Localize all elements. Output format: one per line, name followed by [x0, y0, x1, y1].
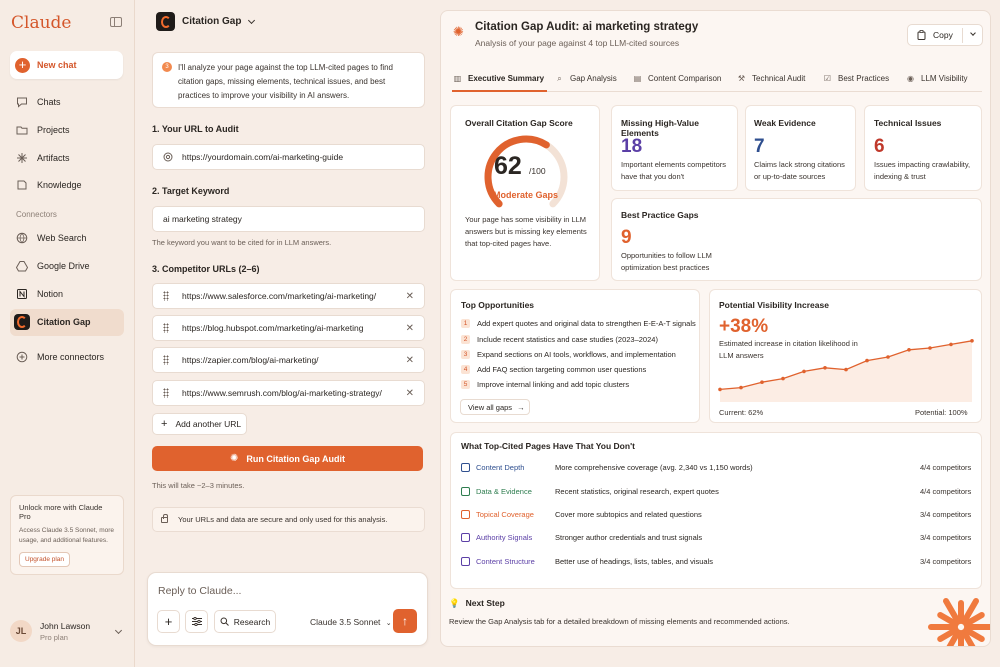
metric-desc: Claims lack strong citations or up-to-date sources: [754, 160, 845, 181]
tab-label: Best Practices: [838, 74, 890, 83]
research-button[interactable]: [214, 610, 276, 633]
chat-icon: [16, 96, 28, 108]
potential-value: Potential: 100%: [915, 408, 968, 417]
table-row: [451, 456, 991, 479]
opportunity-item: [461, 380, 629, 389]
report-subtitle: Analysis of your page against 4 top LLM-cited sources: [475, 38, 680, 48]
opportunity-text: Add FAQ section targeting common user questions: [477, 365, 647, 374]
sidebar-item-google-drive[interactable]: [16, 260, 90, 272]
plus-icon: +: [164, 614, 173, 629]
url-value: https://yourdomain.com/ai-marketing-guide: [182, 152, 344, 162]
feature-desc: Stronger author credentials and trust signals: [555, 533, 703, 542]
tab-technical-audit[interactable]: [737, 74, 805, 83]
sidebar-item-citation-gap[interactable]: [14, 314, 91, 330]
trend-point: [760, 380, 764, 384]
metric-card-technical-issues: [864, 105, 982, 191]
trend-point: [970, 339, 974, 343]
checkbox-icon: ☑: [823, 74, 832, 83]
bar-chart-icon: ▥: [453, 74, 462, 83]
opportunity-number: 5: [461, 380, 470, 389]
security-notice: [152, 507, 425, 532]
chevron-down-icon[interactable]: [970, 30, 976, 36]
step-badge: 3: [162, 62, 172, 72]
eye-icon: ◉: [907, 74, 914, 83]
feature-count: 3/4 competitors: [920, 557, 972, 566]
url-label: 1. Your URL to Audit: [152, 124, 239, 134]
claude-logo[interactable]: Claude: [11, 13, 72, 33]
lightbulb-icon: 💡: [449, 598, 460, 608]
tab-label: Content Comparison: [648, 74, 722, 83]
sidebar-toggle-icon[interactable]: [110, 17, 122, 27]
sidebar-item-more-connectors[interactable]: [16, 351, 104, 363]
score-max: /100: [529, 166, 546, 176]
feature-count: 3/4 competitors: [920, 510, 972, 519]
metric-card-missing-elements: [611, 105, 738, 191]
run-audit-label: Run Citation Gap Audit: [246, 453, 346, 464]
remove-icon[interactable]: ✕: [405, 354, 414, 366]
grid-icon: [461, 557, 470, 566]
user-plan: Pro plan: [40, 632, 68, 642]
competitor-url-row[interactable]: [152, 315, 425, 341]
sparkle-icon: ✺: [229, 453, 239, 464]
active-tab-indicator: [452, 90, 547, 92]
sidebar-item-label: Projects: [37, 125, 70, 135]
new-chat-button[interactable]: [10, 51, 123, 79]
run-hint: This will take ~2–3 minutes.: [152, 481, 245, 490]
metric-value: 18: [621, 136, 643, 157]
score-value: 62: [494, 152, 522, 180]
score-gauge: [451, 130, 601, 220]
claude-sparkle-logo-icon: [925, 591, 991, 647]
document-icon: [461, 463, 470, 472]
database-icon: [461, 487, 470, 496]
add-url-button[interactable]: [152, 413, 247, 435]
user-name: John Lawson: [40, 620, 91, 631]
opportunity-number: 4: [461, 365, 470, 374]
feature-label: Content Depth: [476, 463, 525, 472]
audit-form-panel: [135, 0, 438, 667]
arrow-up-icon: ↑: [402, 614, 408, 628]
metric-title: Technical Issues: [874, 118, 942, 128]
score-desc: Your page has some visibility in LLM answers but is missing key elements that top-cited pages have.: [465, 215, 587, 248]
tab-executive-summary[interactable]: [453, 74, 544, 83]
competitor-url-row[interactable]: [152, 380, 425, 406]
keyword-value: ai marketing strategy: [163, 214, 242, 224]
remove-icon[interactable]: ✕: [405, 290, 414, 302]
opportunity-number: 1: [461, 319, 470, 328]
feature-name: [461, 510, 534, 519]
remove-icon[interactable]: ✕: [405, 322, 414, 334]
new-chat-label: New chat: [37, 60, 77, 70]
upgrade-button[interactable]: Upgrade plan: [19, 552, 70, 567]
tab-gap-analysis[interactable]: [555, 74, 617, 83]
keyword-input[interactable]: [152, 206, 425, 232]
score-title: Overall Citation Gap Score: [465, 118, 573, 128]
metric-card-best-practice-gaps: [611, 198, 982, 281]
sidebar-item-projects[interactable]: [16, 124, 70, 136]
sidebar-item-label: Citation Gap: [37, 317, 91, 327]
reply-input[interactable]: Reply to Claude...: [158, 585, 242, 597]
trend-point: [823, 366, 827, 370]
plus-circle-icon: [16, 351, 28, 363]
intro-text: I'll analyze your page against the top LLM-cited pages to find citation gaps, missing elements, technical issues, and best practices to improve your visibility in AI answers.: [178, 63, 393, 100]
competitor-url: https://blog.hubspot.com/marketing/ai-marketing: [182, 323, 364, 333]
sparkle-icon: ✺: [453, 24, 464, 39]
competitor-url-row[interactable]: [152, 283, 425, 309]
tab-label: Executive Summary: [468, 74, 545, 83]
lock-icon: [161, 517, 168, 523]
sidebar-item-label: Google Drive: [37, 261, 90, 271]
citation-gap-score-card: [450, 105, 600, 281]
globe-icon: [16, 232, 28, 244]
trend-point: [844, 368, 848, 372]
opportunity-text: Improve internal linking and add topic clusters: [477, 380, 630, 389]
upgrade-title: Unlock more with Claude Pro: [19, 503, 103, 521]
trend-point: [718, 388, 722, 392]
trend-point: [949, 343, 953, 347]
clipboard-icon: [917, 30, 926, 40]
target-icon: [461, 510, 470, 519]
drag-handle-icon[interactable]: [163, 388, 169, 398]
artifact-icon: [16, 152, 28, 164]
feature-desc: Cover more subtopics and related questions: [555, 510, 702, 519]
sidebar-item-notion[interactable]: [16, 288, 63, 300]
view-all-gaps-label: View all gaps: [468, 402, 513, 412]
drag-handle-icon[interactable]: [163, 355, 169, 365]
user-icon: [461, 533, 470, 542]
citation-gap-logo-icon: [156, 12, 175, 31]
opportunity-item: [461, 365, 646, 374]
table-row: [451, 503, 991, 526]
view-all-gaps-button[interactable]: [460, 399, 530, 415]
opportunities-title: Top Opportunities: [461, 300, 535, 310]
opportunity-number: 3: [461, 350, 470, 359]
tab-content-comparison[interactable]: [633, 74, 721, 83]
metric-title: Weak Evidence: [754, 118, 816, 128]
sidebar-item-artifacts[interactable]: [16, 152, 70, 164]
research-label: Research: [233, 616, 271, 627]
visibility-trend-chart: [710, 290, 983, 424]
metric-desc: Issues impacting crawlability, indexing & trust: [874, 160, 971, 181]
metric-title: Missing High-Value Elements: [621, 118, 699, 138]
sidebar-item-label: Notion: [37, 289, 64, 299]
next-step-heading: [449, 598, 505, 609]
feature-name: [461, 487, 532, 496]
opportunity-number: 2: [461, 335, 470, 344]
feature-desc: Better use of headings, lists, tables, and visuals: [555, 557, 714, 566]
tab-label: Gap Analysis: [570, 74, 617, 83]
trend-point: [928, 346, 932, 350]
next-step-title: Next Step: [465, 598, 505, 608]
next-step-desc: Review the Gap Analysis tab for a detailed breakdown of missing elements and recommended actions.: [449, 617, 790, 626]
assistant-intro-message: [152, 52, 425, 108]
sidebar-item-label: Artifacts: [37, 153, 70, 163]
opportunity-item: [461, 350, 676, 359]
feature-desc: Recent statistics, original research, expert quotes: [555, 487, 719, 496]
metric-title: Best Practice Gaps: [621, 210, 699, 220]
sidebar-item-knowledge[interactable]: [16, 179, 82, 191]
tab-label: LLM Visibility: [921, 74, 968, 83]
tab-llm-visibility[interactable]: [906, 74, 968, 83]
competitor-url-row[interactable]: [152, 347, 425, 373]
feature-desc: More comprehensive coverage (avg. 2,340 vs 1,150 words): [555, 463, 753, 472]
opportunity-text: Expand sections on AI tools, workflows, and implementation: [477, 350, 676, 359]
audit-report-panel: [440, 10, 991, 647]
metric-desc: Important elements competitors have that you don't: [621, 160, 727, 181]
attach-button[interactable]: [157, 610, 180, 633]
arrow-right-icon: →: [517, 402, 525, 412]
citation-gap-logo-icon: [14, 314, 30, 330]
send-button[interactable]: [393, 609, 417, 633]
add-url-label: Add another URL: [175, 419, 242, 429]
trend-point: [781, 377, 785, 381]
report-tabs: [452, 66, 982, 92]
drag-handle-icon[interactable]: [163, 291, 169, 301]
upgrade-card: [10, 495, 124, 575]
metric-value: 7: [754, 136, 765, 157]
chevron-down-icon: [115, 627, 122, 634]
sidebar-item-web-search[interactable]: [16, 232, 86, 244]
competitors-label: 3. Competitor URLs (2–6): [152, 264, 260, 274]
opportunity-item: [461, 319, 696, 328]
notion-icon: [16, 288, 28, 300]
connectors-heading: Connectors: [16, 210, 57, 219]
drive-icon: [16, 260, 28, 272]
upgrade-desc: Access Claude 3.5 Sonnet, more usage, and additional features.: [19, 527, 115, 544]
wrench-icon: ⚒: [737, 74, 746, 83]
visibility-increase-card: [709, 289, 982, 423]
report-title: Citation Gap Audit: ai marketing strategy: [475, 21, 699, 33]
tool-selector[interactable]: [156, 12, 254, 31]
remove-icon[interactable]: ✕: [405, 387, 414, 399]
chevron-down-icon: [248, 16, 255, 23]
run-audit-button[interactable]: [152, 446, 423, 471]
document-icon: ▤: [633, 74, 642, 83]
feature-label: Topical Coverage: [476, 510, 534, 519]
table-row: [451, 526, 991, 549]
target-icon: [163, 152, 173, 162]
metric-value: 6: [874, 136, 885, 157]
tool-title: Citation Gap: [182, 16, 242, 27]
divider: [962, 28, 963, 43]
competitor-url: https://www.semrush.com/blog/ai-marketing-strategy/: [182, 388, 382, 398]
feature-count: 4/4 competitors: [920, 463, 972, 472]
folder-icon: [16, 124, 28, 136]
trend-point: [802, 370, 806, 374]
sidebar: [0, 0, 135, 667]
tab-label: Technical Audit: [752, 74, 806, 83]
sidebar-item-label: Chats: [37, 97, 61, 107]
plus-icon: +: [15, 58, 30, 73]
competitor-url: https://zapier.com/blog/ai-marketing/: [182, 355, 319, 365]
feature-count: 4/4 competitors: [920, 487, 972, 496]
current-value: Current: 62%: [719, 408, 764, 417]
keyword-label: 2. Target Keyword: [152, 186, 230, 196]
feature-name: [461, 557, 535, 566]
keyword-hint: The keyword you want to be cited for in LLM answers.: [152, 238, 332, 247]
trend-point: [739, 386, 743, 390]
feature-count: 3/4 competitors: [920, 533, 972, 542]
table-row: [451, 550, 991, 573]
url-input[interactable]: [152, 144, 425, 170]
feature-label: Data & Evidence: [476, 487, 532, 496]
opportunity-item: [461, 335, 658, 344]
tab-best-practices[interactable]: [823, 74, 889, 83]
table-row: [451, 480, 991, 503]
visibility-desc: Estimated increase in citation likelihood in LLM answers: [719, 339, 858, 360]
metric-card-weak-evidence: [745, 105, 856, 191]
score-status: Moderate Gaps: [493, 190, 559, 200]
copy-button[interactable]: [907, 24, 983, 46]
user-menu[interactable]: [10, 620, 125, 642]
drag-handle-icon[interactable]: [163, 323, 169, 333]
sidebar-item-label: Web Search: [37, 233, 87, 243]
opportunity-text: Add expert quotes and original data to strengthen E-E-A-T signals: [477, 319, 696, 328]
reply-composer[interactable]: [147, 572, 428, 646]
trend-point: [886, 355, 890, 359]
model-selector[interactable]: [310, 617, 392, 627]
search-icon: ⌕: [557, 74, 562, 83]
sidebar-item-chats[interactable]: [16, 96, 61, 108]
missing-features-table: [450, 432, 982, 589]
features-title: What Top-Cited Pages Have That You Don't: [461, 441, 635, 451]
book-icon: [16, 179, 28, 191]
opportunity-text: Include recent statistics and case studies (2023–2024): [477, 335, 658, 344]
feature-label: Authority Signals: [476, 533, 533, 542]
sliders-icon: [192, 617, 202, 626]
top-opportunities-card: [450, 289, 700, 423]
visibility-value: +38%: [719, 316, 769, 337]
feature-label: Content Structure: [476, 557, 535, 566]
metric-desc: Opportunities to follow LLM optimization best practices: [621, 251, 712, 272]
metric-value: 9: [621, 227, 632, 248]
trend-point: [865, 359, 869, 363]
competitor-url: https://www.salesforce.com/marketing/ai-marketing/: [182, 291, 377, 301]
chevron-down-icon: ⌄: [385, 620, 392, 627]
sidebar-item-label: Knowledge: [37, 180, 82, 190]
trend-point: [907, 348, 911, 352]
feature-name: [461, 533, 532, 542]
plus-icon: +: [161, 418, 168, 430]
avatar: JL: [10, 620, 32, 642]
copy-label: Copy: [933, 30, 953, 40]
sidebar-item-label: More connectors: [37, 352, 105, 362]
model-label: Claude 3.5 Sonnet: [310, 617, 381, 627]
visibility-title: Potential Visibility Increase: [719, 300, 829, 310]
tools-button[interactable]: [185, 610, 208, 633]
search-icon: [220, 617, 229, 626]
security-text: Your URLs and data are secure and only used for this analysis.: [178, 515, 388, 524]
feature-name: [461, 463, 524, 472]
